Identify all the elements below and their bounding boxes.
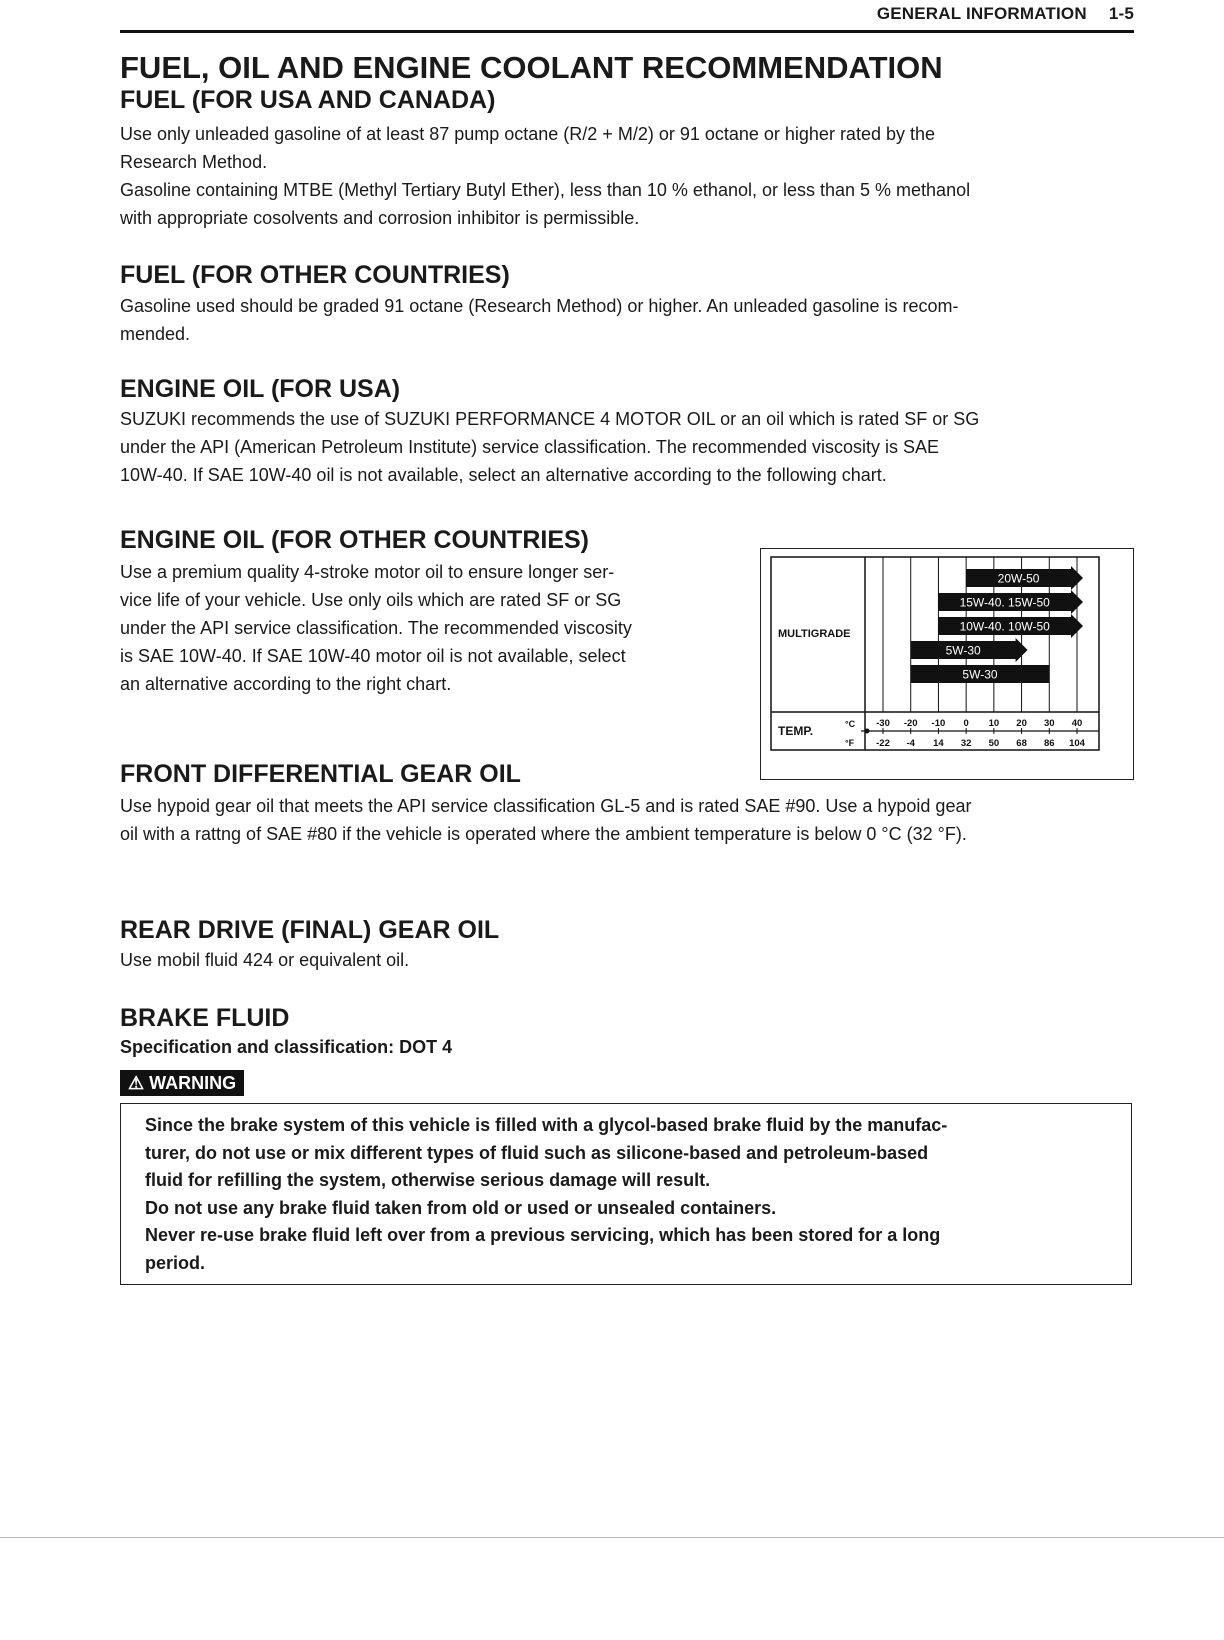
section-title-rear-drive: REAR DRIVE (FINAL) GEAR OIL [120, 916, 500, 944]
unit-label-celsius: °C [845, 719, 856, 729]
text-line: 10W-40. If SAE 10W-40 oil is not available, select an alternative according to the following chart. [120, 465, 887, 485]
row-label-multigrade: MULTIGRADE [778, 628, 851, 640]
celsius-tick-label: 40 [1071, 718, 1083, 729]
viscosity-bar-label: 15W-40. 15W-50 [959, 595, 1050, 610]
warning-badge: ⚠ WARNING [120, 1070, 244, 1096]
text-line: an alternative according to the right chart. [120, 674, 452, 694]
text-line: Use only unleaded gasoline of at least 87 pump octane (R/2 + M/2) or 91 octane or higher rated by the [120, 124, 936, 144]
text-line: under the API service classification. The recommended viscosity [120, 618, 632, 638]
warning-line: turer, do not use or mix different types of fluid such as silicone-based and petroleum-based [145, 1142, 929, 1163]
text-line: Use a premium quality 4-stroke motor oil to ensure longer ser- [120, 562, 615, 582]
paragraph-oil-other [120, 558, 724, 698]
celsius-tick-label: -20 [903, 718, 918, 729]
viscosity-bar-label: 5W-30 [962, 667, 998, 682]
warning-box [120, 1103, 1132, 1285]
viscosity-bar-label: 5W-30 [945, 643, 981, 658]
section-title-fuel-usa: FUEL (FOR USA AND CANADA) [120, 86, 496, 114]
text-line: oil with a rattng of SAE #80 if the vehicle is operated where the ambient temperature is below 0 °C (32 °F). [120, 824, 967, 844]
celsius-tick-label: -30 [876, 718, 890, 729]
section-title-brake-fluid: BRAKE FLUID [120, 1004, 290, 1032]
viscosity-chart-svg [761, 549, 1133, 779]
text-line: Use mobil fluid 424 or equivalent oil. [120, 950, 410, 970]
section-title-fuel-other: FUEL (FOR OTHER COUNTRIES) [120, 261, 510, 289]
celsius-tick-label: -10 [931, 718, 946, 729]
warning-line: Since the brake system of this vehicle is filled with a glycol-based brake fluid by the manufac- [145, 1115, 948, 1135]
main-title: FUEL, OIL AND ENGINE COOLANT RECOMMENDATION [120, 50, 943, 85]
fahrenheit-tick-label: -4 [906, 738, 915, 749]
celsius-tick-label: 0 [963, 718, 969, 729]
text-line: is SAE 10W-40. If SAE 10W-40 motor oil is not available, select [120, 646, 626, 666]
brake-fluid-spec: Specification and classification: DOT 4 [120, 1037, 453, 1057]
paragraph-front-diff [120, 792, 1134, 848]
fahrenheit-tick-label: 104 [1069, 738, 1085, 749]
chart-bars [911, 566, 1083, 683]
paragraph-fuel-usa [120, 120, 1134, 232]
page-bottom-edge [0, 1537, 1224, 1538]
text-line: SUZUKI recommends the use of SUZUKI PERFORMANCE 4 MOTOR OIL or an oil which is rated SF or SG [120, 409, 980, 429]
celsius-tick-label: 10 [988, 718, 1000, 729]
text-line: with appropriate cosolvents and corrosion inhibitor is permissible. [120, 208, 640, 228]
text-line: vice life of your vehicle. Use only oils which are rated SF or SG [120, 590, 622, 610]
chart-ticks [865, 718, 1086, 749]
fahrenheit-tick-label: 50 [988, 738, 1000, 749]
viscosity-bar-label: 20W-50 [997, 571, 1040, 586]
temp-axis-origin-dot [865, 729, 870, 734]
section-title-front-diff: FRONT DIFFERENTIAL GEAR OIL [120, 760, 521, 788]
viscosity-chart [760, 548, 1134, 780]
section-title-oil-usa: ENGINE OIL (FOR USA) [120, 375, 401, 403]
warning-line: fluid for refilling the system, otherwise serious damage will result. [145, 1170, 711, 1190]
celsius-tick-label: 30 [1043, 718, 1055, 729]
text-line: Gasoline containing MTBE (Methyl Tertiary Butyl Ether), less than 10 % ethanol, or less than 5 % methanol [120, 180, 971, 200]
fahrenheit-tick-label: 32 [960, 738, 972, 749]
paragraph-oil-usa [120, 405, 1134, 489]
axis-label-temp: TEMP. [778, 724, 814, 738]
paragraph-rear-drive [120, 946, 1134, 974]
unit-label-fahrenheit: °F [845, 738, 855, 748]
fahrenheit-tick-label: 68 [1016, 738, 1027, 749]
warning-line: Do not use any brake fluid taken from old or used or unsealed containers. [145, 1197, 777, 1218]
text-line: Use hypoid gear oil that meets the API service classification GL-5 and is rated SAE #90. Use a hypoid gear [120, 796, 972, 816]
paragraph-fuel-other [120, 292, 1134, 348]
header-page-number: 1-5 [1108, 4, 1134, 23]
warning-line: period. [145, 1252, 206, 1273]
celsius-tick-label: 20 [1016, 718, 1027, 729]
header-section: GENERAL INFORMATION [876, 4, 1087, 23]
fahrenheit-tick-label: 86 [1043, 738, 1055, 749]
page-header [120, 0, 1134, 33]
text-line: Research Method. [120, 152, 268, 172]
viscosity-bar-label: 10W-40. 10W-50 [959, 619, 1050, 634]
fahrenheit-tick-label: 14 [933, 738, 944, 749]
text-line: Gasoline used should be graded 91 octane (Research Method) or higher. An unleaded gasoline is recom- [120, 296, 959, 316]
text-line: under the API (American Petroleum Institute) service classification. The recommended viscosity is SAE [120, 437, 940, 457]
text-line: mended. [120, 324, 191, 344]
section-title-oil-other: ENGINE OIL (FOR OTHER COUNTRIES) [120, 526, 589, 554]
warning-line: Never re-use brake fluid left over from a previous servicing, which has been stored for a long [145, 1225, 941, 1245]
header-text [877, 4, 1134, 24]
fahrenheit-tick-label: -22 [876, 738, 890, 749]
